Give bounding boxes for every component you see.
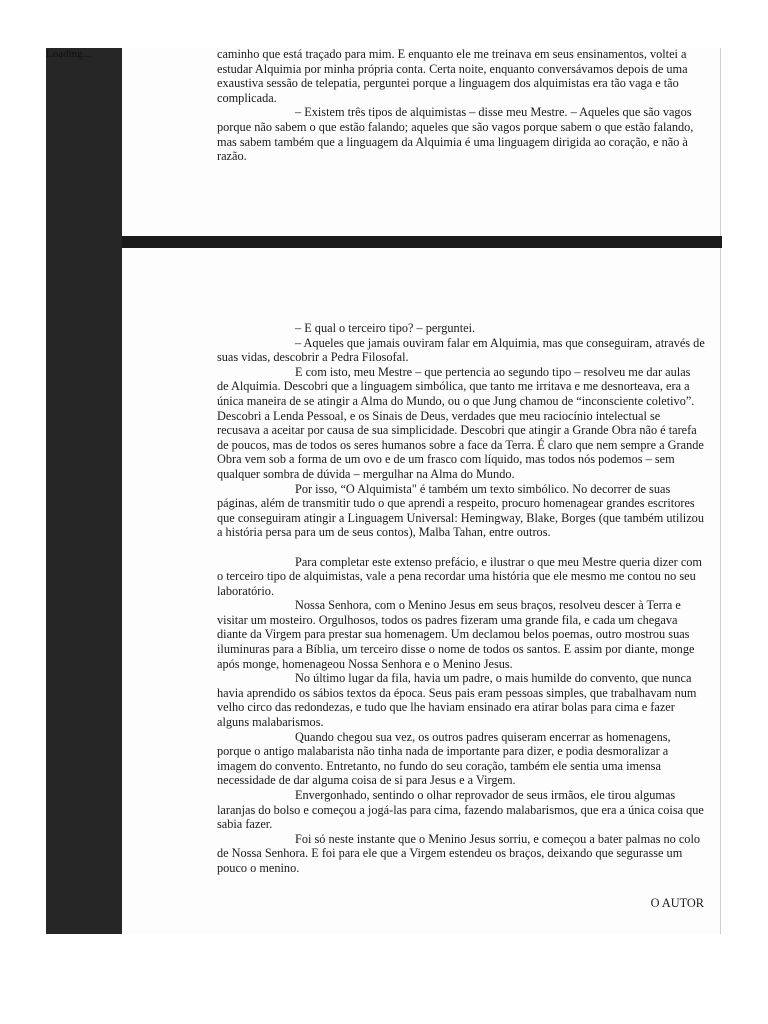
page-1-text <box>217 47 705 164</box>
author-signature: O AUTOR <box>650 896 704 910</box>
paragraph: Para completar este extenso prefácio, e ilustrar o que meu Mestre queria dizer com o terceiro tipo de alquimistas, vale a pena recordar uma história que ele mesmo me contou no seu laboratório. <box>217 554 702 598</box>
paragraph: Por isso, “O Alquimista" é também um texto simbólico. No decorrer de suas páginas, além de transmitir tudo o que aprendi a respeito, procuro homenagear grandes escritores que conseguiram atingir a Linguagem Universal: Hemingway, Blake, Borges (que também utilizou a história persa para um de seus contos), Malba Tahan, entre outros. <box>217 481 704 540</box>
paragraph: E com isto, meu Mestre – que pertencia ao segundo tipo – resolveu me dar aulas de Alquimia. Descobri que a linguagem simbólica, que tanto me irritava e me desnorteava, era a única maneira de se atingir a Alma do Mundo, ou o que Jung chamou de “inconsciente coletivo”. Descobri a Lenda Pessoal, e os Sinais de Deus, verdades que meu raciocínio intelectual se recusava a aceitar por causa de sua simplicidade. Descobri que atingir a Grande Obra não é tarefa de poucos, mas de todos os seres humanos sobre a face da Terra. É claro que nem sempre a Grande Obra vem sob a forma de um ovo e de um frasco com líquido, mas todos nós podemos – sem qualquer sombra de dúvida – mergulhar na Alma do Mundo. <box>217 364 704 481</box>
paragraph: Envergonhado, sentindo o olhar reprovador de seus irmãos, ele tirou algumas laranjas do bolso e começou a jogá-las para cima, fazendo malabarismos, que era a única coisa que sabia fazer. <box>217 788 704 832</box>
paragraph: Nossa Senhora, com o Menino Jesus em seus braços, resolveu descer à Terra e visitar um mosteiro. Orgulhosos, todos os padres fizeram uma grande fila, e cada um chegava diante da Virgem para prestar sua homenagem. Um declamou belos poemas, outro mostrou suas iluminuras para a Bíblia, um terceiro disse o nome de todos os santos. E assim por diante, monge após monge, homenageou Nossa Senhora e o Menino Jesus. <box>217 598 695 671</box>
paragraph: – Existem três tipos de alquimistas – disse meu Mestre. – Aqueles que são vagos porque não sabem o que estão falando; aqueles que são vagos porque sabem o que estão falando, mas sabem também que a linguagem da Alquimia é uma linguagem dirigida ao coração, e não à razão. <box>217 105 694 164</box>
paragraph: No último lugar da fila, havia um padre, o mais humilde do convento, que nunca havia aprendido os sábios textos da época. Seus pais eram pessoas simples, que trabalhavam num velho circo das redondezas, e tudo que lhe haviam ensinado era atirar bolas para cima e fazer alguns malabarismos. <box>217 671 697 730</box>
paragraph: – E qual o terceiro tipo? – perguntei. <box>295 321 476 335</box>
loading-indicator: Loading... <box>46 48 91 60</box>
paragraph: Quando chegou sua vez, os outros padres quiseram encerrar as homenagens, porque o antigo malabarista não tinha nada de importante para dizer, e podia desmoralizar a imagem do convento. Entretanto, no fundo do seu coração, também ele sentia uma imensa necessidade de dar alguma coisa de si para Jesus e a Virgem. <box>217 729 671 788</box>
paragraph: Foi só neste instante que o Menino Jesus sorriu, e começou a bater palmas no colo de Nossa Senhora. E foi para ele que a Virgem estendeu os braços, deixando que segurasse um pouco o menino. <box>217 831 701 875</box>
page-2-text <box>217 321 705 876</box>
document-page-1 <box>122 48 721 236</box>
page-divider <box>122 236 722 248</box>
viewer-sidebar <box>46 48 122 934</box>
paragraph: – Aqueles que jamais ouviram falar em Alquimia, mas que conseguiram, através de suas vidas, descobrir a Pedra Filosofal. <box>217 335 705 365</box>
paragraph: caminho que está traçado para mim. E enquanto ele me treinava em seus ensinamentos, voltei a estudar Alquimia por minha própria conta. Certa noite, enquanto conversávamos depois de uma exaustiva sessão de telepatia, perguntei porque a linguagem dos alquimistas era tão vaga e tão complicada. <box>217 47 688 105</box>
document-page-2 <box>122 248 721 934</box>
